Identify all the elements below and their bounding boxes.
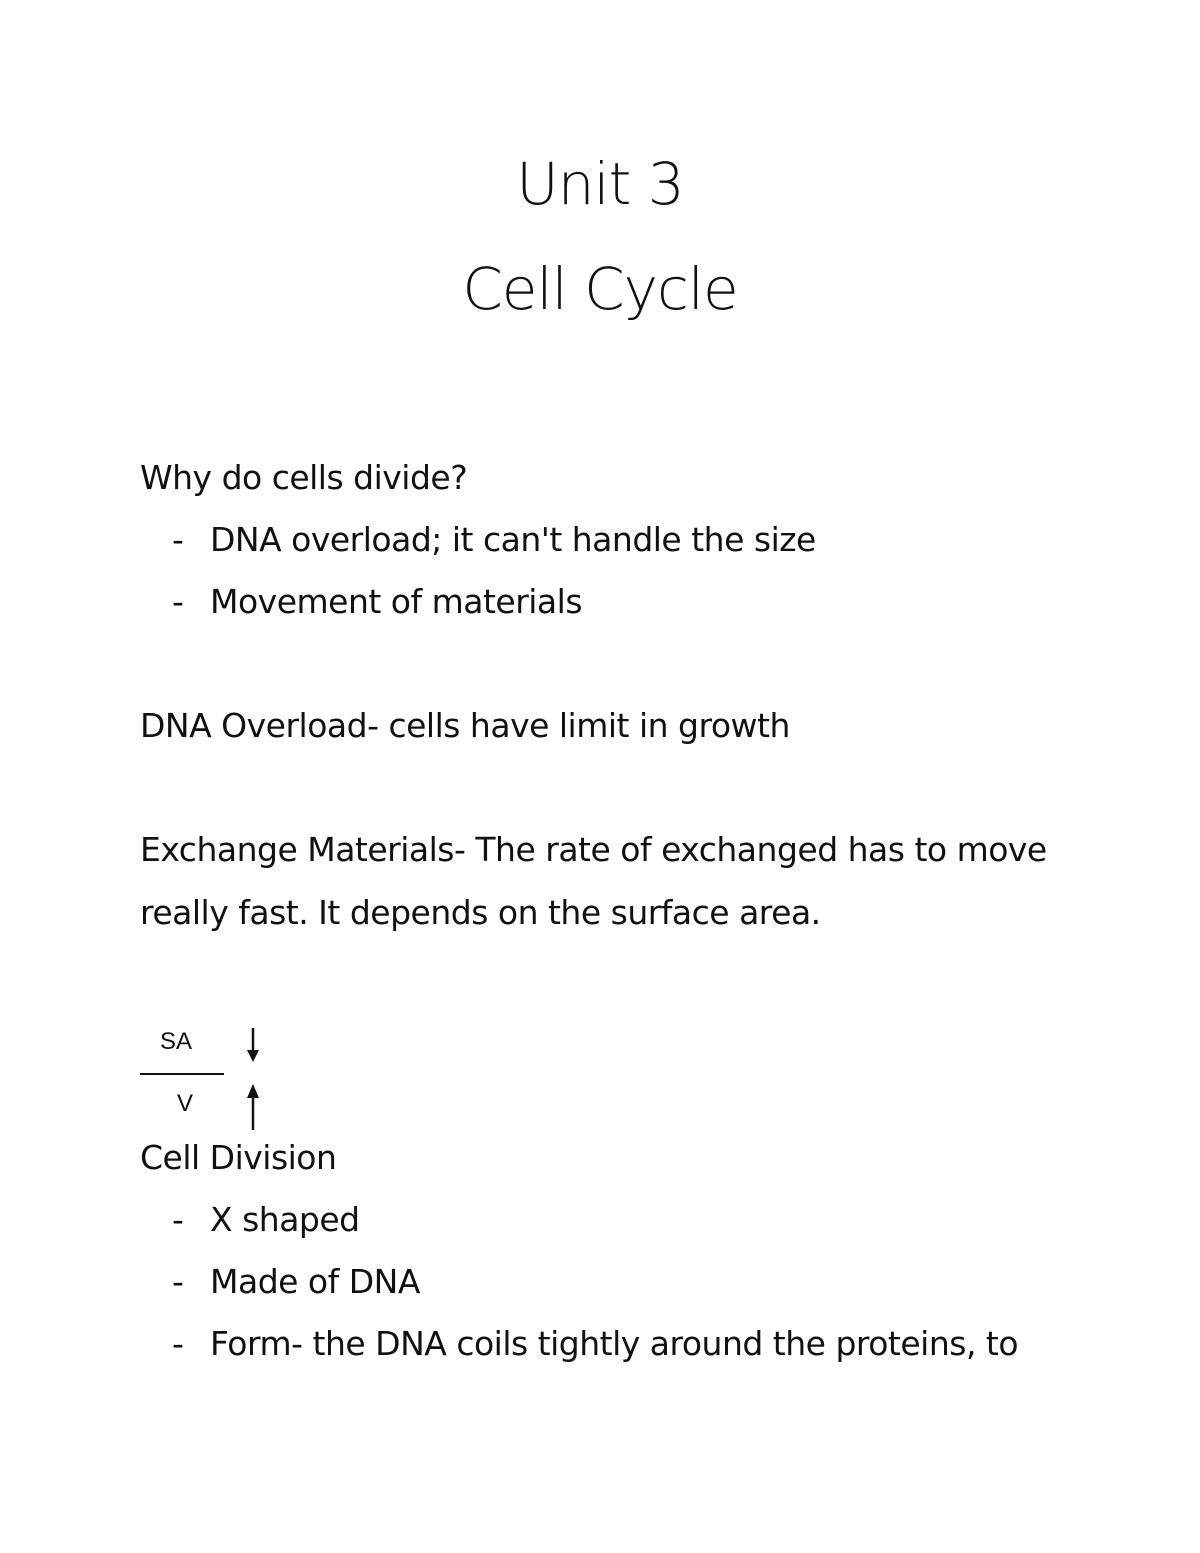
dna-overload-definition: DNA Overload- cells have limit in growth [140, 706, 790, 745]
bullet-marker: - [172, 520, 184, 559]
list-item-text: DNA overload; it can't handle the size [210, 520, 816, 559]
bullet-marker: - [172, 1262, 184, 1301]
list-item [172, 1324, 1018, 1363]
list-item [172, 1200, 360, 1239]
sa-v-ratio [140, 1020, 280, 1140]
list-item [172, 582, 582, 621]
exchange-materials-line2: really fast. It depends on the surface area. [140, 893, 821, 932]
arrow-down-icon [247, 1028, 259, 1062]
bullet-marker: - [172, 1200, 184, 1239]
ratio-numerator: SA [160, 1028, 193, 1055]
arrow-up-icon [247, 1084, 259, 1130]
page-title-unit: Unit 3 [516, 150, 684, 218]
list-item-text: Form- the DNA coils tightly around the proteins, to [210, 1324, 1019, 1363]
page-title-topic: Cell Cycle [462, 255, 738, 323]
trend-arrows [240, 1020, 270, 1140]
exchange-materials-line1: Exchange Materials- The rate of exchanged has to move [140, 830, 1047, 869]
question-why-divide: Why do cells divide? [140, 458, 468, 497]
list-item-text: Movement of materials [210, 582, 583, 621]
list-item [172, 1262, 420, 1301]
ratio-denominator: V [177, 1090, 194, 1117]
cell-division-heading: Cell Division [140, 1138, 337, 1177]
list-item [172, 520, 816, 559]
fraction-bar [140, 1073, 224, 1075]
bullet-marker: - [172, 582, 184, 621]
list-item-text: Made of DNA [210, 1262, 420, 1301]
bullet-marker: - [172, 1324, 184, 1363]
list-item-text: X shaped [210, 1200, 360, 1239]
